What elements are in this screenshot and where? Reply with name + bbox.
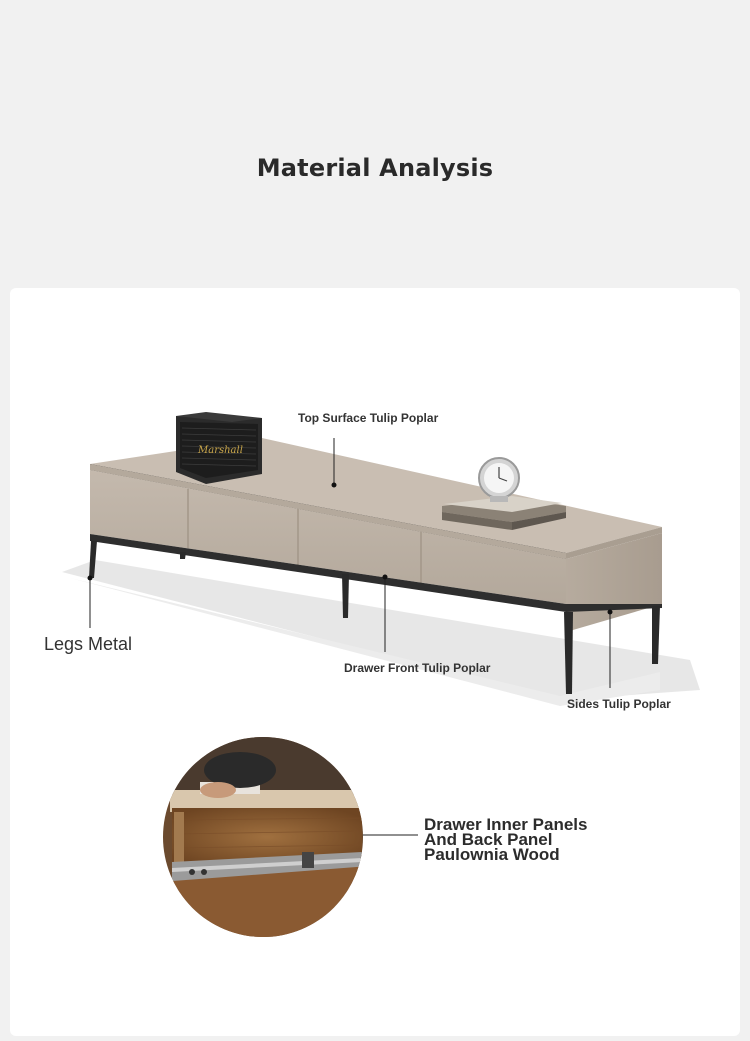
callout-legs: Legs Metal [44, 634, 133, 654]
speaker [176, 412, 262, 484]
callout-sides: Sides Tulip Poplar [567, 697, 671, 711]
callout-drawer-inner-line1: Drawer Inner Panels [424, 815, 588, 834]
drawer-detail-photo [160, 735, 370, 940]
page-title: Material Analysis [256, 154, 494, 182]
callout-top-surface: Top Surface Tulip Poplar [298, 411, 439, 425]
callout-drawer-front: Drawer Front Tulip Poplar [344, 661, 491, 675]
speaker-brand-logo: Marshall [198, 445, 243, 456]
callout-drawer-inner [424, 817, 587, 862]
callout-drawer-inner-line2: And Back Panel [424, 830, 553, 849]
callout-drawer-inner-line3: Paulownia Wood [424, 845, 560, 864]
